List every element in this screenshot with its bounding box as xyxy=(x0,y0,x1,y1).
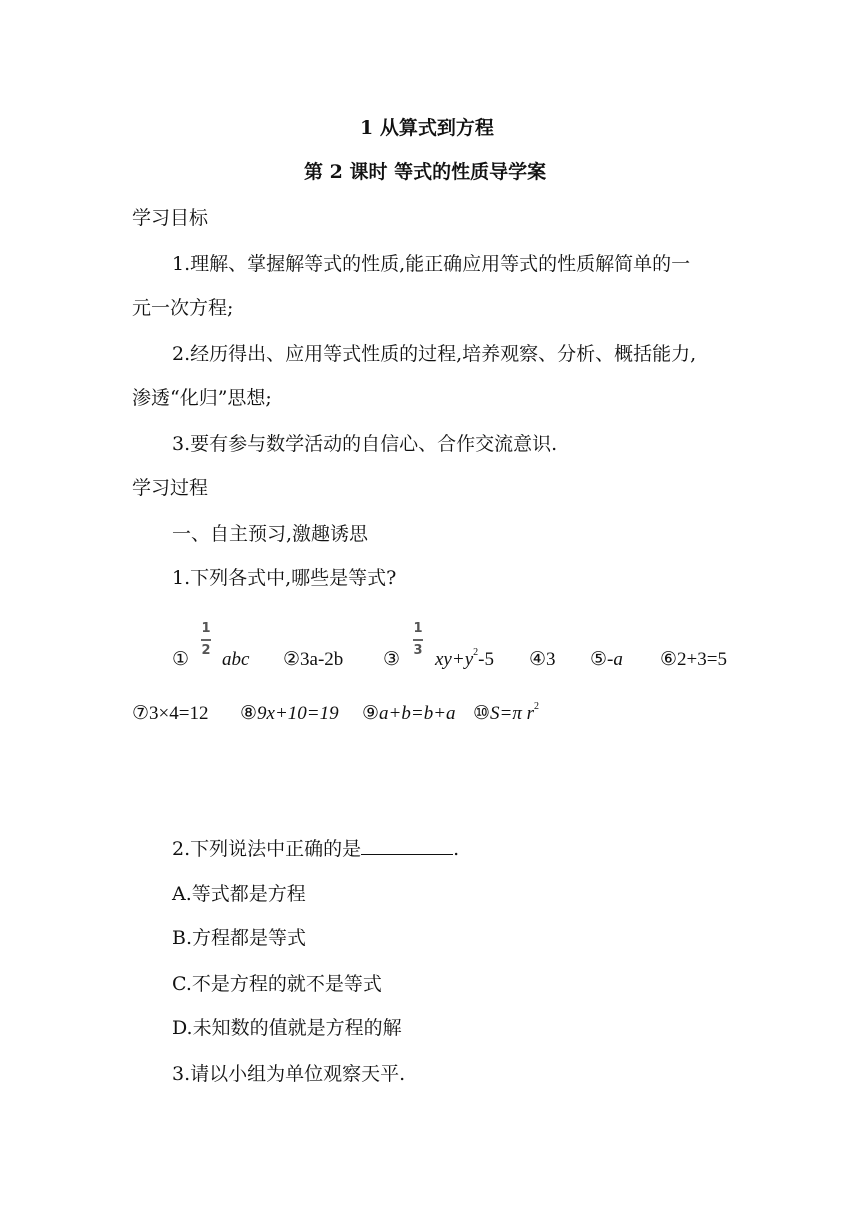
objectives-heading: 学习目标 xyxy=(132,207,209,229)
section-1-heading: 一、自主预习,激趣诱思 xyxy=(172,523,369,545)
option-b: B.方程都是等式 xyxy=(172,927,307,949)
question-2: 2.下列说法中正确的是 . xyxy=(172,838,460,860)
q1-item-4: ④3 xyxy=(529,649,556,670)
q1-item-1-fraction xyxy=(198,622,214,662)
document-subtitle: 第 2 课时 等式的性质导学案 xyxy=(304,161,547,183)
objective-2-line-2: 渗透“化归”思想; xyxy=(132,387,272,409)
option-c: C.不是方程的就不是等式 xyxy=(172,973,382,995)
option-d: D.未知数的值就是方程的解 xyxy=(172,1017,402,1039)
q1-item-3-fraction xyxy=(410,622,426,662)
q1-item-2: ②3a-2b xyxy=(283,649,344,670)
q1-item-10: ⑩S=π $r^2$ xyxy=(473,701,540,724)
q1-item-7: ⑦3×4=12 xyxy=(132,703,209,724)
fraction-numerator: 1 xyxy=(201,621,211,636)
q1-item-5: ⑤-a xyxy=(590,649,623,670)
fraction-denominator: 2 xyxy=(201,643,211,658)
objective-1-line-2: 元一次方程; xyxy=(132,297,234,319)
document-title: 1 从算式到方程 xyxy=(360,117,494,139)
q1-item-9: ⑨a+b=b+a xyxy=(362,703,456,724)
q1-item-1-expr: abc xyxy=(222,649,250,670)
objective-2-line-1: 2.经历得出、应用等式性质的过程,培养观察、分析、概括能力, xyxy=(172,343,697,365)
answer-blank xyxy=(361,836,453,855)
objective-3: 3.要有参与数学活动的自信心、合作交流意识. xyxy=(172,433,558,455)
q1-item-1-mark: ① xyxy=(172,649,190,670)
fraction-denominator: 3 xyxy=(413,643,423,658)
objective-1-line-1: 1.理解、掌握解等式的性质,能正确应用等式的性质解简单的一 xyxy=(172,253,691,275)
q1-item-8: ⑧9x+10=19 xyxy=(240,703,339,724)
question-3: 3.请以小组为单位观察天平. xyxy=(172,1063,406,1085)
question-1: 1.下列各式中,哪些是等式? xyxy=(172,567,397,589)
q1-item-3-expr: $xy+y^2-5$ xyxy=(435,647,494,670)
q1-item-3-mark: ③ xyxy=(383,649,401,670)
option-a: A.等式都是方程 xyxy=(172,883,306,905)
q1-item-6: ⑥2+3=5 xyxy=(660,649,727,670)
fraction-numerator: 1 xyxy=(413,621,423,636)
process-heading: 学习过程 xyxy=(132,477,209,499)
